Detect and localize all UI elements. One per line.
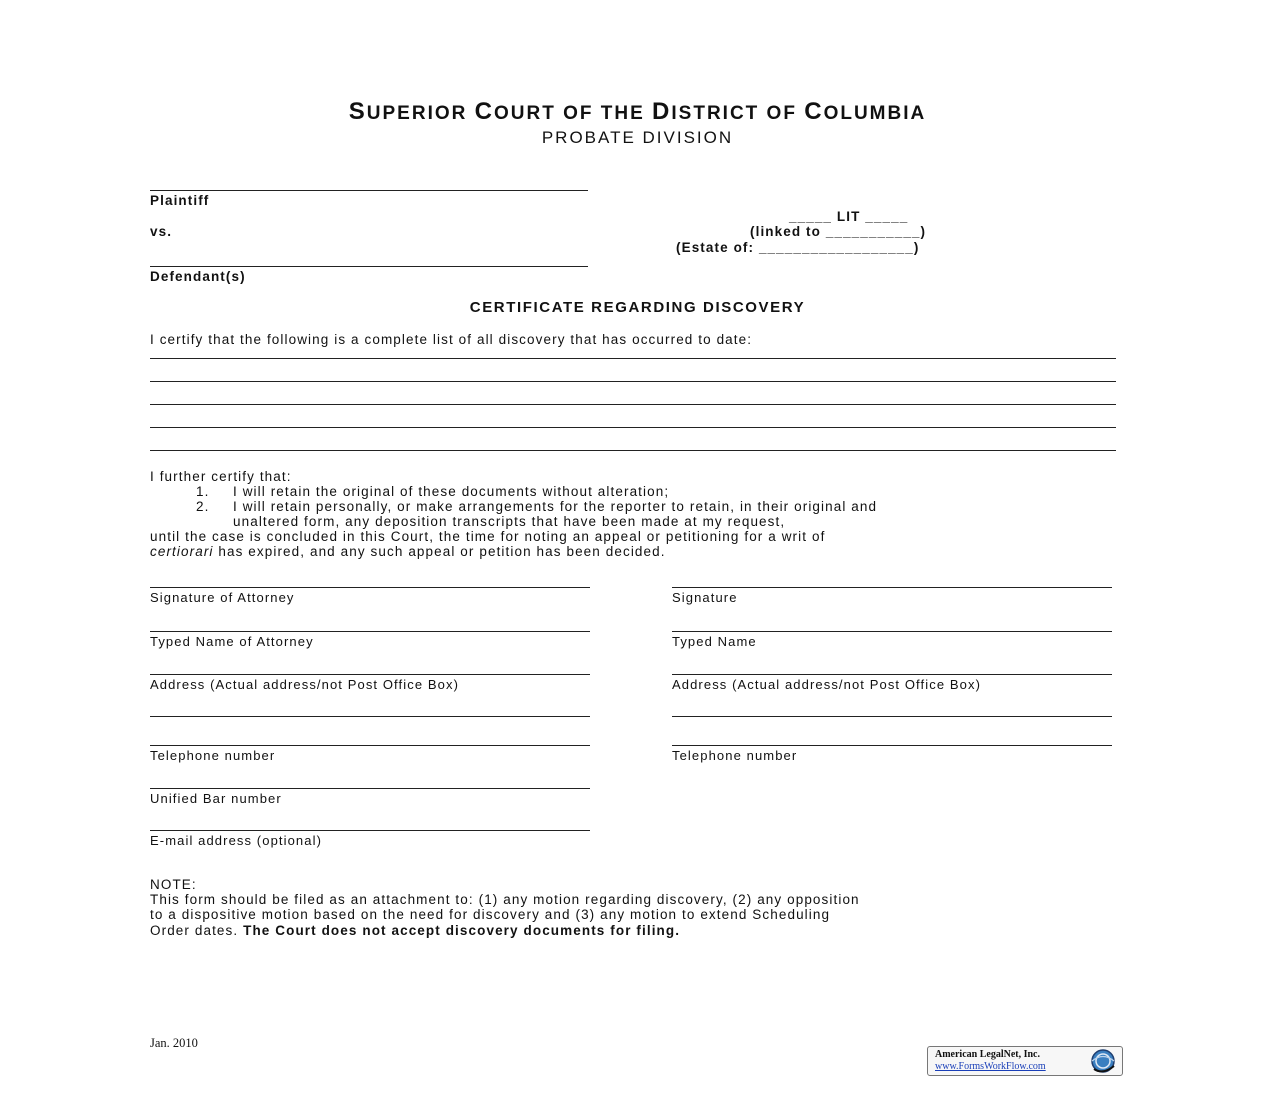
item-1-text: I will retain the original of these documents without alteration; xyxy=(233,484,670,499)
division-subtitle: PROBATE DIVISION xyxy=(541,128,734,147)
form-date: Jan. 2010 xyxy=(150,1036,198,1050)
note-plain-text: Order dates. xyxy=(150,923,244,938)
note-bold-text: The Court does not accept discovery documents for filing. xyxy=(243,923,681,938)
american-legalnet-logo[interactable] xyxy=(927,1046,1123,1076)
attorney-signature-line[interactable] xyxy=(150,587,590,588)
linked-to-field[interactable]: (linked to ___________) xyxy=(750,224,927,239)
discovery-list-line[interactable] xyxy=(150,404,1116,405)
plaintiff-name-line[interactable] xyxy=(150,190,588,191)
discovery-list-line[interactable] xyxy=(150,427,1116,428)
vs-label: vs. xyxy=(150,224,173,239)
discovery-list-line[interactable] xyxy=(150,381,1116,382)
defendant-label: Defendant(s) xyxy=(150,269,246,284)
note-label: NOTE: xyxy=(150,877,197,892)
attorney-address-label: Address (Actual address/not Post Office Box) xyxy=(150,677,460,692)
attorney-telephone-line[interactable] xyxy=(150,745,590,746)
defendant-name-line[interactable] xyxy=(150,266,588,267)
certificate-heading: CERTIFICATE REGARDING DISCOVERY xyxy=(469,299,806,316)
signature-label: Signature xyxy=(672,590,738,605)
certify-intro: I certify that the following is a complete list of all discovery that has occurred to date: xyxy=(150,332,753,347)
logo-company-name: American LegalNet, Inc. xyxy=(935,1049,1040,1060)
signature-line[interactable] xyxy=(672,587,1112,588)
discovery-list-line[interactable] xyxy=(150,450,1116,451)
note-line-1: This form should be filed as an attachment to: (1) any motion regarding discovery, (2) any opposition xyxy=(150,892,860,907)
attorney-signature-label: Signature of Attorney xyxy=(150,590,295,605)
item-2-text: I will retain personally, or make arrangements for the reporter to retain, in their original and xyxy=(233,499,878,514)
discovery-list-line[interactable] xyxy=(150,358,1116,359)
court-title: SUPERIOR COURT OF THE DISTRICT OF COLUMBIA xyxy=(348,98,927,125)
expired-text: has expired, and any such appeal or petition has been decided. xyxy=(213,544,666,559)
lit-number-field[interactable]: _____ LIT _____ xyxy=(789,209,909,224)
attorney-typed-name-label: Typed Name of Attorney xyxy=(150,634,314,649)
bar-number-label: Unified Bar number xyxy=(150,791,282,806)
typed-name-label: Typed Name xyxy=(672,634,757,649)
bar-number-line[interactable] xyxy=(150,788,590,789)
email-label: E-mail address (optional) xyxy=(150,833,323,848)
address-line-2[interactable] xyxy=(672,716,1112,717)
further-certify-label: I further certify that: xyxy=(150,469,292,484)
item-1-number: 1. xyxy=(196,484,210,499)
telephone-label: Telephone number xyxy=(672,748,798,763)
certiorari-term: certiorari xyxy=(150,544,214,559)
plaintiff-label: Plaintiff xyxy=(150,193,210,208)
address-label: Address (Actual address/not Post Office Box) xyxy=(672,677,982,692)
telephone-line[interactable] xyxy=(672,745,1112,746)
attorney-telephone-label: Telephone number xyxy=(150,748,276,763)
logo-website-link[interactable]: www.FormsWorkFlow.com xyxy=(935,1061,1046,1072)
attorney-typed-name-line[interactable] xyxy=(150,631,590,632)
attorney-address-line[interactable] xyxy=(150,674,590,675)
certiorari-sentence xyxy=(150,544,666,559)
item-2-text-continued: unaltered form, any deposition transcripts that have been made at my request, xyxy=(233,514,786,529)
estate-of-field[interactable]: (Estate of: __________________) xyxy=(676,240,920,255)
until-concluded-text: until the case is concluded in this Court, the time for noting an appeal or petitioning for a writ of xyxy=(150,529,826,544)
item-2-number: 2. xyxy=(196,499,210,514)
note-line-3 xyxy=(150,923,680,938)
email-line[interactable] xyxy=(150,830,590,831)
address-line[interactable] xyxy=(672,674,1112,675)
attorney-address-line-2[interactable] xyxy=(150,716,590,717)
typed-name-line[interactable] xyxy=(672,631,1112,632)
globe-icon xyxy=(1086,1048,1120,1074)
note-line-2: to a dispositive motion based on the need for discovery and (3) any motion to extend Scheduling xyxy=(150,907,831,922)
